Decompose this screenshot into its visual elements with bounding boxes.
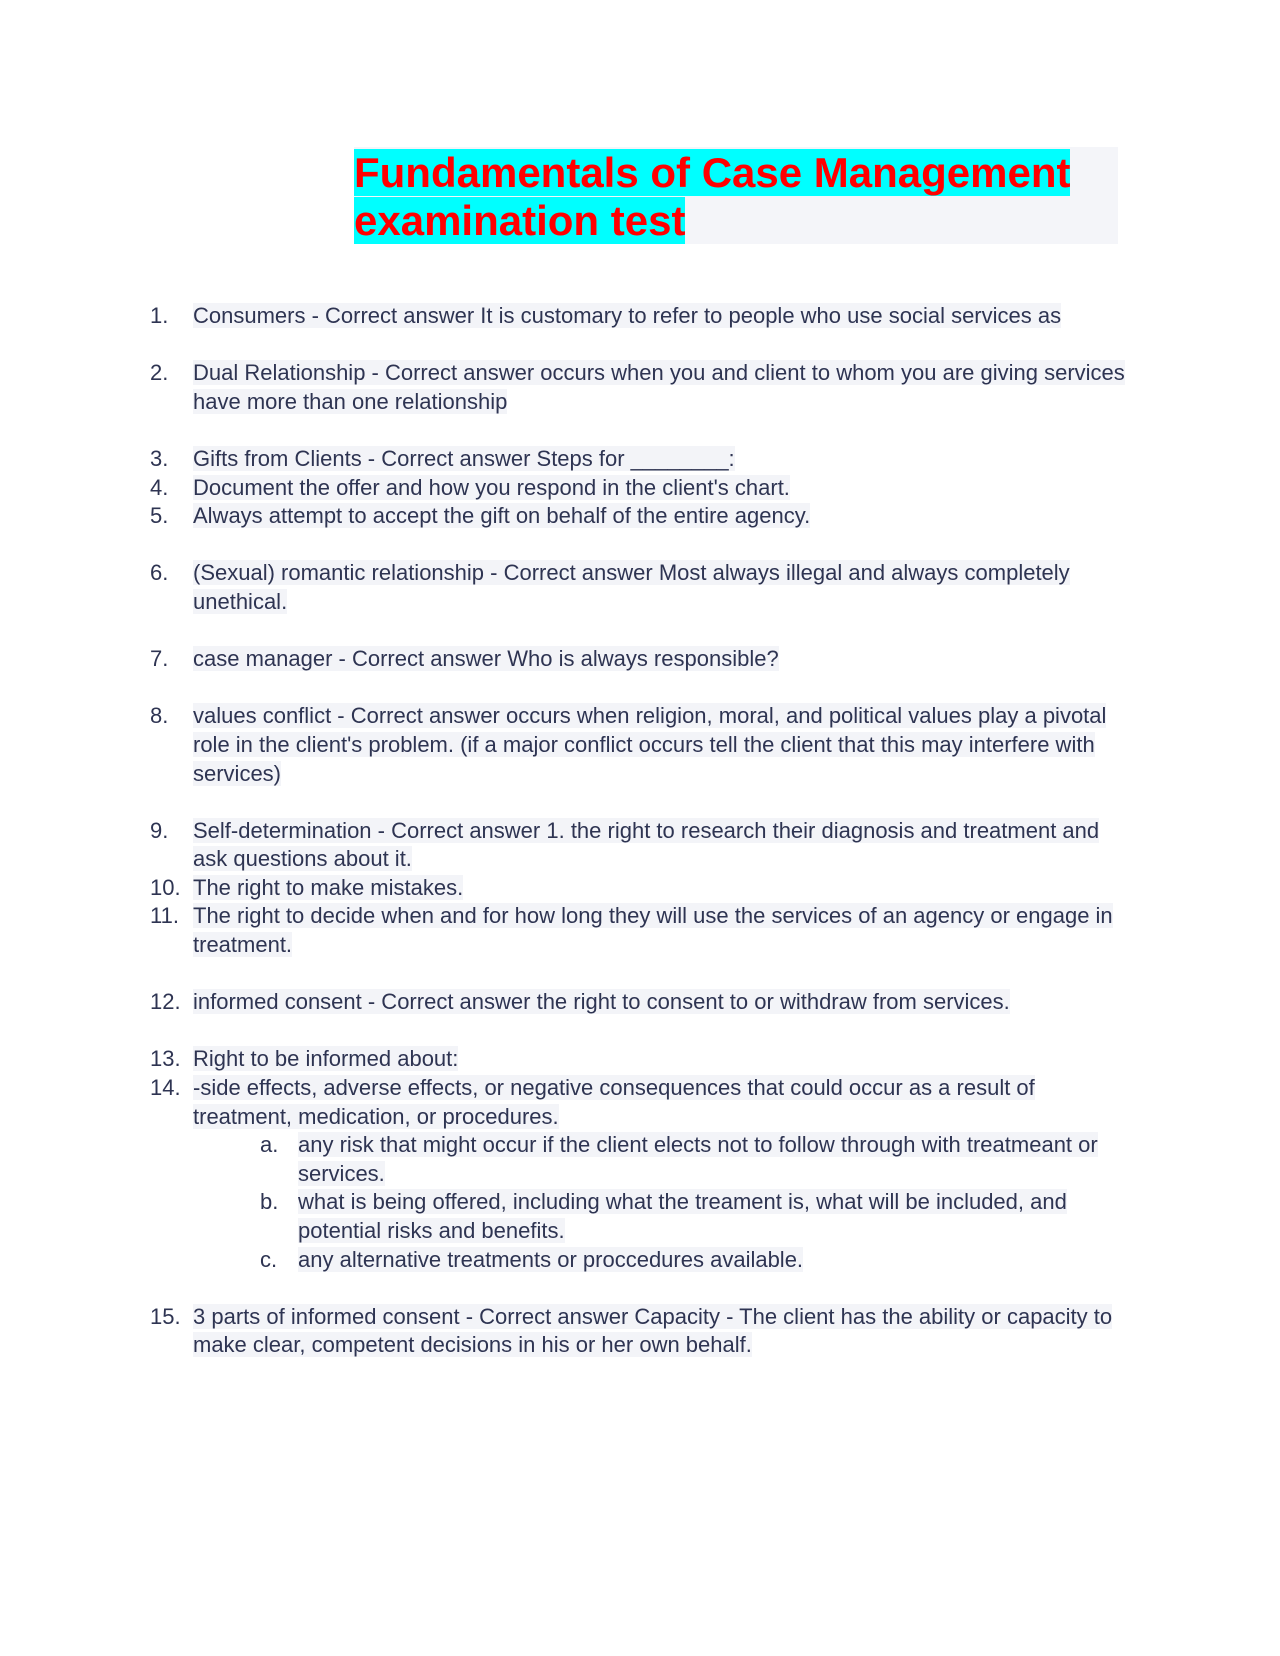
- list-marker: 14.: [150, 1075, 181, 1101]
- list-item-text: Consumers - Correct answer It is customary to refer to people who use social services as: [193, 303, 1062, 328]
- list-item-text: The right to decide when and for how long they will use the services of an agency or engage in treatment.: [193, 903, 1113, 958]
- list-item: [150, 874, 1130, 903]
- list-marker: 1.: [150, 303, 169, 328]
- list-item: [150, 645, 1130, 674]
- list-item: [150, 817, 1130, 874]
- list-marker: 8.: [150, 703, 169, 729]
- list-marker: 10.: [150, 874, 181, 900]
- list-marker: 12.: [150, 989, 181, 1015]
- list-item: [150, 445, 1130, 474]
- sub-list-item: [150, 1131, 1130, 1188]
- list-item: [150, 502, 1130, 531]
- list-marker: 7.: [150, 646, 169, 672]
- list-item: [150, 302, 1130, 331]
- list-item-text: values conflict - Correct answer occurs when religion, moral, and political values play a pivotal role in the client's problem. (if a major conflict occurs tell the client that this may interfere with services): [193, 703, 1107, 786]
- list-item-text: (Sexual) romantic relationship - Correct answer Most always illegal and always completely unethical.: [193, 560, 1070, 614]
- list-item-text: The right to make mistakes.: [193, 874, 464, 900]
- document-title: [354, 149, 1094, 245]
- list-item: [150, 1045, 1130, 1074]
- list-item-text: Self-determination - Correct answer 1. the right to research their diagnosis and treatment and ask questions about it.: [193, 817, 1100, 872]
- list-item: [150, 1303, 1130, 1360]
- numbered-list: [150, 302, 1130, 1360]
- list-marker: 2.: [150, 360, 169, 386]
- list-marker: 3.: [150, 445, 169, 471]
- list-item: [150, 988, 1130, 1017]
- list-item-text: -side effects, adverse effects, or negative consequences that could occur as a result of treatment, medication, or procedures.: [193, 1075, 1035, 1129]
- list-marker: 4.: [150, 474, 169, 500]
- list-marker: 15.: [150, 1303, 181, 1329]
- list-item-text: any risk that might occur if the client elects not to follow through with treatmeant or services.: [298, 1132, 1098, 1186]
- list-item: [150, 1074, 1130, 1131]
- list-marker: 13.: [150, 1046, 181, 1072]
- list-marker: c.: [260, 1246, 278, 1272]
- title-line-2: examination test: [354, 197, 686, 244]
- sub-list-item: [150, 1188, 1130, 1245]
- list-item-text: Gifts from Clients - Correct answer Steps for ________:: [193, 445, 735, 471]
- list-marker: a.: [260, 1132, 279, 1158]
- list-item-text: Always attempt to accept the gift on behalf of the entire agency.: [193, 503, 811, 529]
- list-marker: 9.: [150, 817, 169, 843]
- list-item-text: Right to be informed about:: [193, 1046, 459, 1072]
- list-marker: 6.: [150, 560, 169, 586]
- list-item: [150, 902, 1130, 959]
- list-item-text: any alternative treatments or proccedures available.: [298, 1246, 804, 1272]
- list-item-text: case manager - Correct answer Who is always responsible?: [193, 646, 779, 672]
- list-marker: 11.: [150, 903, 179, 929]
- list-item-text: Dual Relationship - Correct answer occurs when you and client to whom you are giving services have more than one relationship: [193, 360, 1125, 414]
- list-item: [150, 702, 1130, 788]
- list-item: [150, 359, 1130, 416]
- list-item-text: what is being offered, including what the treament is, what will be included, and potential risks and benefits.: [298, 1189, 1067, 1243]
- list-item: [150, 474, 1130, 503]
- list-item-text: Document the offer and how you respond in the client's chart.: [193, 474, 790, 500]
- title-line-1: Fundamentals of Case Management: [354, 149, 1071, 196]
- list-marker: b.: [260, 1189, 279, 1215]
- list-item: [150, 559, 1130, 616]
- list-item-text: 3 parts of informed consent - Correct answer Capacity - The client has the ability or capacity to make clear, competent decisions in his or her own behalf.: [193, 1303, 1113, 1358]
- list-marker: 5.: [150, 503, 169, 529]
- sub-list-item: [150, 1246, 1130, 1275]
- list-item-text: informed consent - Correct answer the right to consent to or withdraw from services.: [193, 989, 1010, 1015]
